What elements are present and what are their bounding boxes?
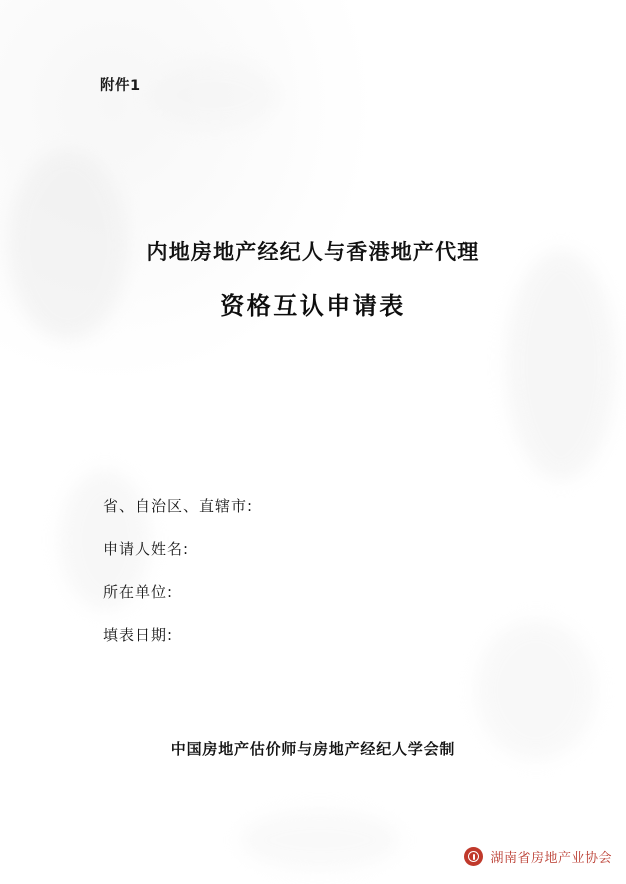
scan-artifact bbox=[240, 810, 400, 870]
attachment-label: 附件1 bbox=[100, 78, 141, 94]
field-work-unit: 所在单位: bbox=[103, 583, 174, 601]
scan-artifact bbox=[150, 60, 280, 130]
issuing-organization: 中国房地产估价师与房地产经纪人学会制 bbox=[170, 740, 456, 758]
field-province: 省、自治区、直辖市: bbox=[103, 497, 254, 515]
title-line-primary: 内地房地产经纪人与香港地产代理 bbox=[146, 240, 480, 264]
watermark bbox=[464, 847, 612, 866]
field-fill-date: 填表日期: bbox=[103, 626, 174, 644]
watermark-label: 湖南省房地产业协会 bbox=[490, 851, 612, 866]
wechat-account-logo-icon bbox=[464, 847, 483, 866]
field-applicant-name: 申请人姓名: bbox=[103, 540, 190, 558]
document-title bbox=[0, 236, 626, 321]
form-fields bbox=[103, 495, 523, 667]
title-line-secondary: 资格互认申请表 bbox=[220, 292, 406, 320]
